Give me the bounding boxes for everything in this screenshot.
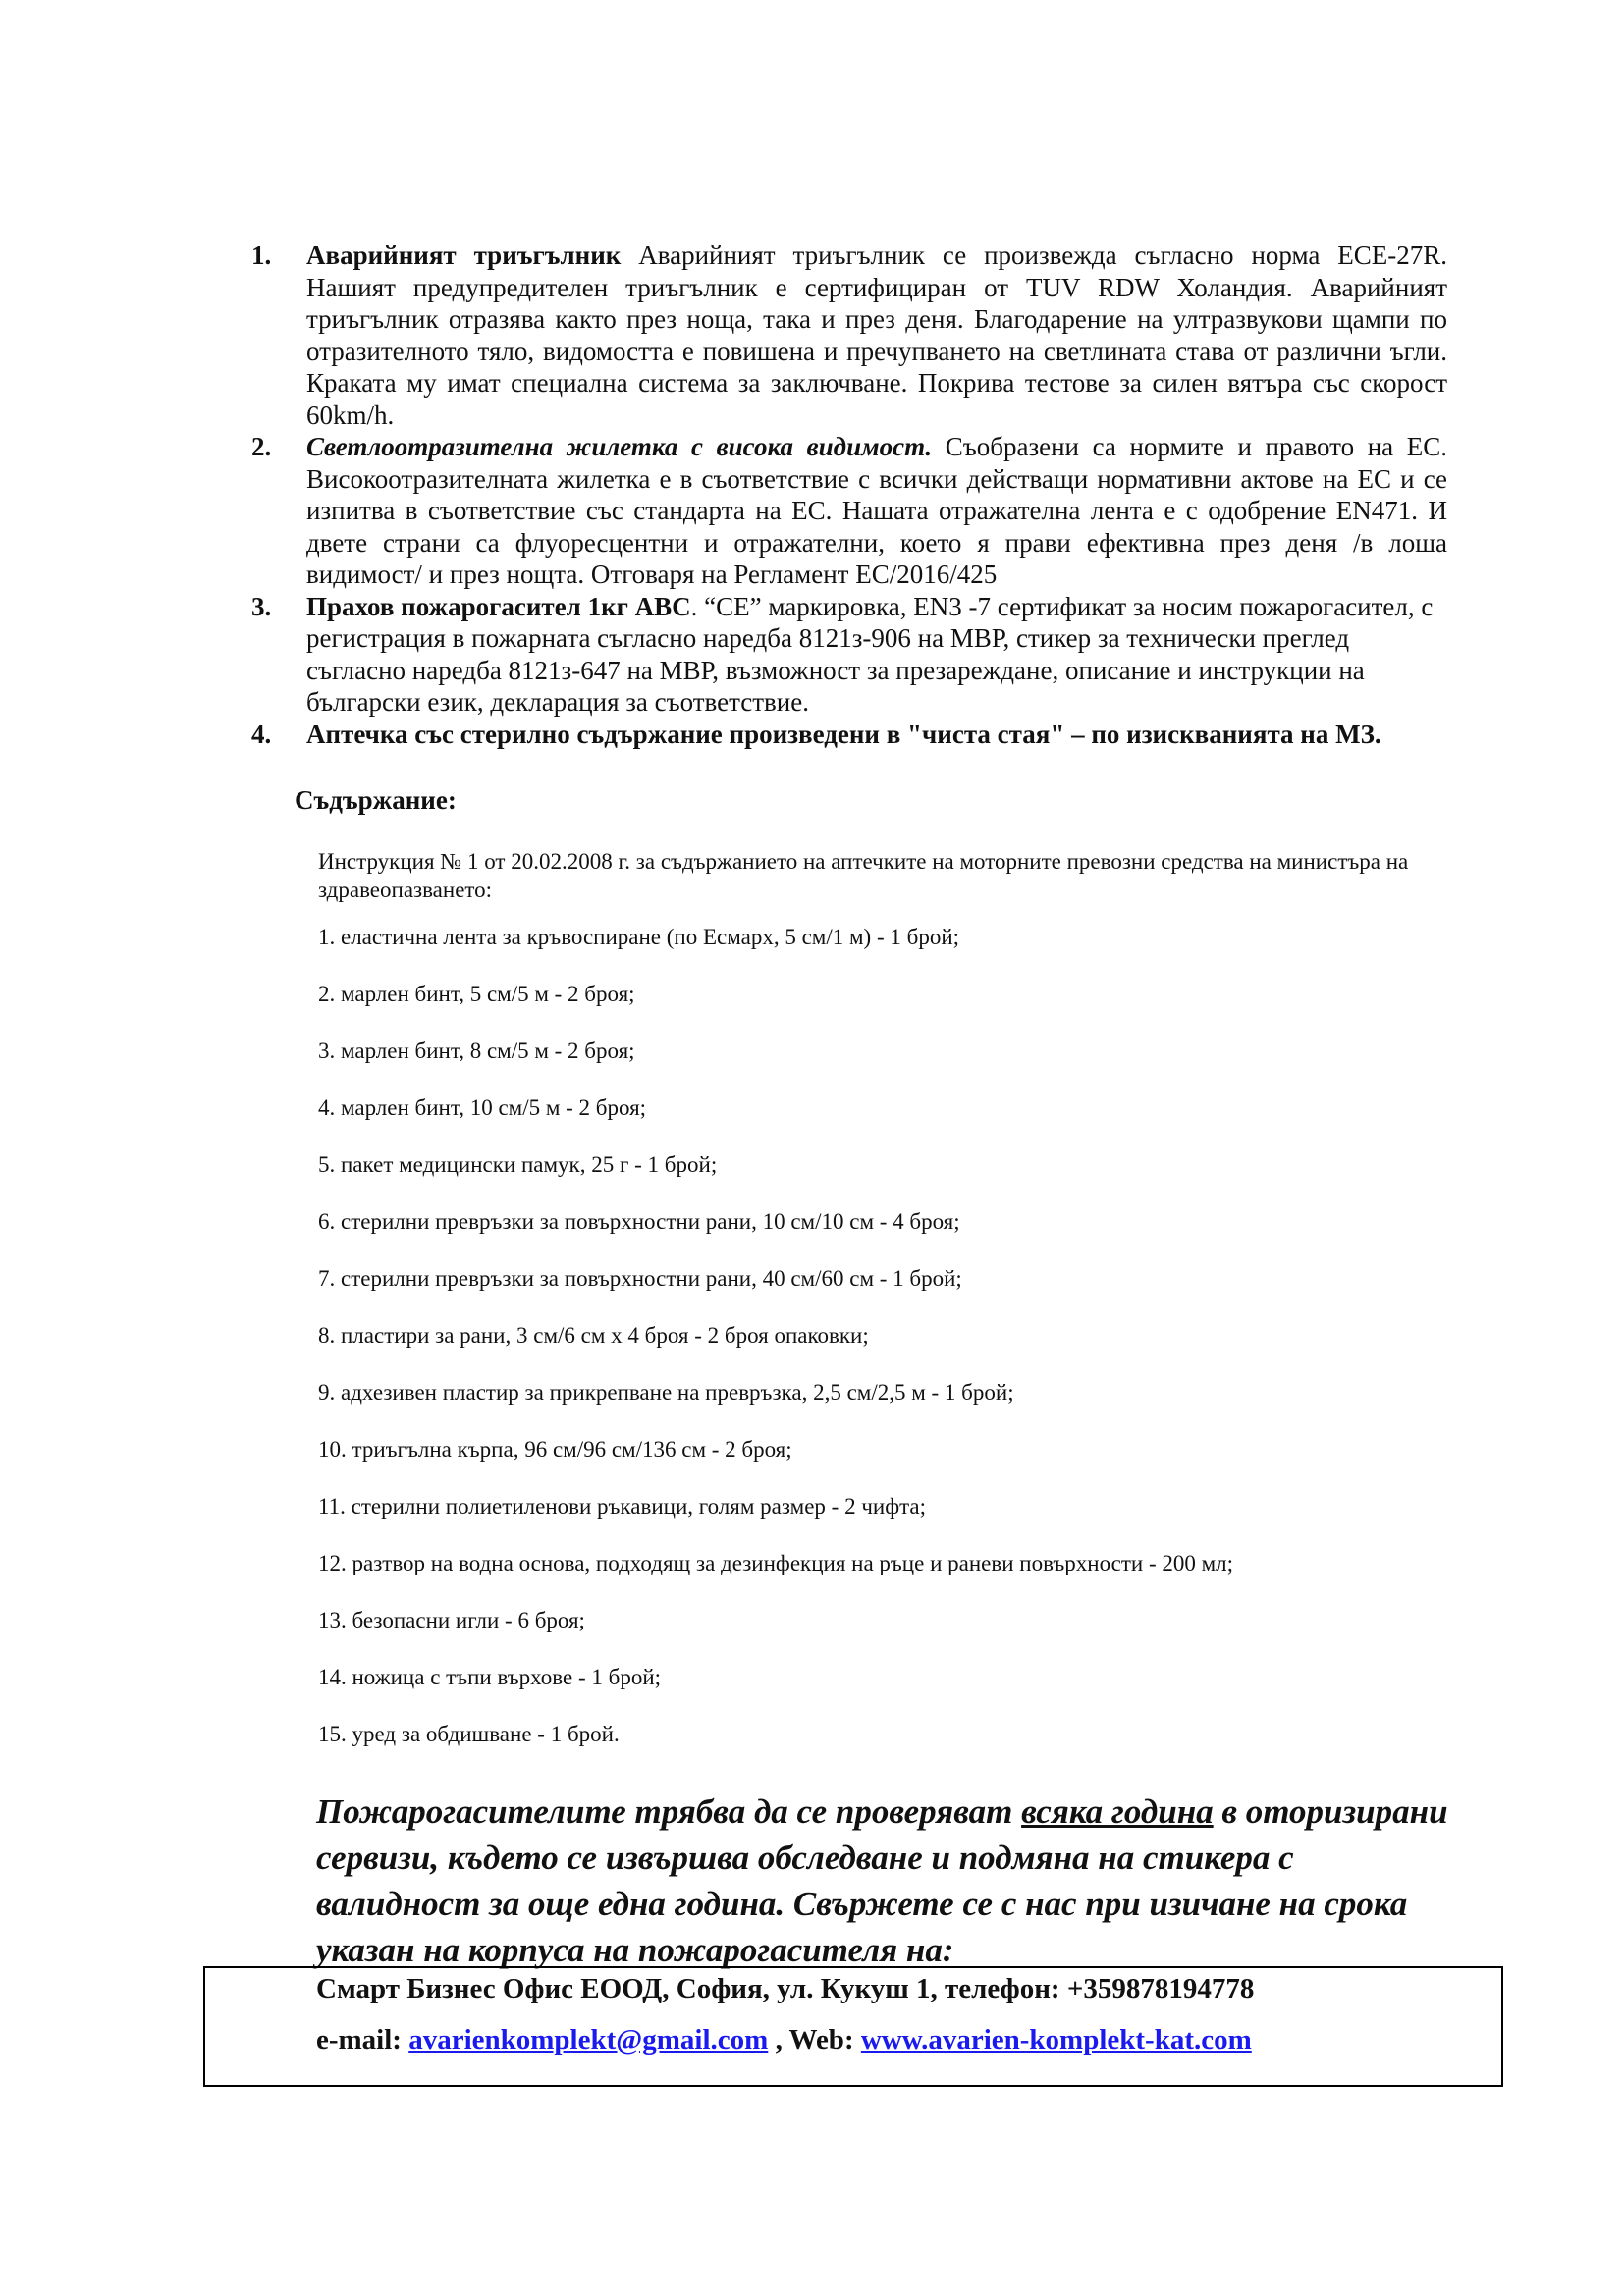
product-list xyxy=(251,240,1447,750)
product-item-triangle xyxy=(251,240,1447,431)
kit-item: 10. триъгълна кърпа, 96 см/96 см/136 см - 2 броя; xyxy=(318,1437,792,1462)
email-link[interactable]: avarienkomplekt@gmail.com xyxy=(408,2024,769,2056)
kit-item: 15. уред за обдишване - 1 брой. xyxy=(318,1722,620,1746)
company-info: Смарт Бизнес Офис ЕООД, София, ул. Кукуш 1, телефон: +359878194778 xyxy=(316,1973,1255,2004)
kit-item: 8. пластири за рани, 3 см/6 см х 4 броя - 2 броя опаковки; xyxy=(318,1323,869,1348)
item-number: 3. xyxy=(251,591,272,621)
item-title: Прахов пожарогасител 1кг ABC xyxy=(306,591,691,621)
item-description: Съобразени са нормите и правото на ЕС. Високоотразителната жилетка е в съответствие с всички действащи нормативни актове на ЕС и се изпитва в съответствие със стандарта на ЕС. Нашата отражателна лента е с одобрение EN471. И двете страни са флуоресцентни и отражателни, което я прави ефективна през деня /в лоша видимост/ и през нощта. Отговаря на Регламент ЕС/2016/425 xyxy=(306,432,1447,589)
contact-links xyxy=(316,2024,1252,2056)
email-label: e-mail: xyxy=(316,2024,409,2056)
kit-item: 5. пакет медицински памук, 25 г - 1 брой; xyxy=(318,1152,718,1177)
item-number: 2. xyxy=(251,432,272,461)
kit-item: 6. стерилни превръзки за повърхностни рани, 10 см/10 см - 4 броя; xyxy=(318,1209,960,1234)
kit-item: 7. стерилни превръзки за повърхностни рани, 40 см/60 см - 1 брой; xyxy=(318,1266,962,1291)
web-label: , Web: xyxy=(768,2024,861,2056)
kit-item: 1. еластична лента за кръвоспиране (по Есмарх, 5 см/1 м) - 1 брой; xyxy=(318,925,960,949)
website-link[interactable]: www.avarien-komplekt-kat.com xyxy=(860,2024,1252,2056)
item-number: 1. xyxy=(251,240,272,270)
product-item-extinguisher xyxy=(251,591,1447,719)
item-title: Светлоотразителна жилетка с висока видимост. xyxy=(306,432,933,461)
item-number: 4. xyxy=(251,719,272,749)
kit-item: 2. марлен бинт, 5 см/5 м - 2 броя; xyxy=(318,982,635,1006)
item-title: Аптечка със стерилно съдържание произведени в "чиста стая" – по изискванията на МЗ. xyxy=(306,719,1381,749)
kit-item: 9. адхезивен пластир за прикрепване на превръзка, 2,5 см/2,5 м - 1 брой; xyxy=(318,1380,1014,1405)
product-item-first-aid-kit xyxy=(251,719,1447,751)
notice-text: Пожарогасителите трябва да се проверяват xyxy=(316,1792,1022,1831)
kit-item: 11. стерилни полиетиленови ръкавици, голям размер - 2 чифта; xyxy=(318,1494,927,1519)
instruction-text: Инструкция № 1 от 20.02.2008 г. за съдържанието на аптечките на моторните превозни средства на министъра на здравеопазването: xyxy=(318,849,1409,902)
kit-item: 13. безопасни игли - 6 броя; xyxy=(318,1608,585,1632)
extinguisher-notice xyxy=(316,1789,1455,1973)
kit-item: 12. разтвор на водна основа, подходящ за дезинфекция на ръце и раневи повърхности - 200 мл; xyxy=(318,1551,1234,1575)
notice-emphasis: всяка година xyxy=(1021,1792,1214,1831)
notice-text: в оторизирани сервизи, където се извършва обследване и подмяна на стикера с валидност за още една година. Свържете се с нас при изичане на срока указан на корпуса на пожарогасителя на: xyxy=(316,1792,1448,1969)
kit-item: 3. марлен бинт, 8 см/5 м - 2 броя; xyxy=(318,1039,635,1063)
item-title: Аварийният триъгълник xyxy=(306,240,622,270)
kit-item: 14. ножица с тъпи върхове - 1 брой; xyxy=(318,1665,662,1689)
product-item-vest xyxy=(251,431,1447,591)
item-description: . “CE” маркировка, EN3 -7 сертификат за носим пожарогасител, с регистрация в пожарната съгласно наредба 8121з-906 на МВР, стикер за технически преглед съгласно наредба 8121з-647 на МВР, възможност за презареждане, описание и инструкции на български език, декларация за съответствие. xyxy=(306,591,1434,717)
contents-heading: Съдържание: xyxy=(295,785,457,815)
kit-item: 4. марлен бинт, 10 см/5 м - 2 броя; xyxy=(318,1095,647,1120)
item-description: Аварийният триъгълник се произвежда съгласно норма ECE-27R. Нашият предупредителен триъгълник е сертифициран от TUV RDW Холандия. Аварийният триъгълник отразява както през ноща, така и през деня. Благодарение на ултразвукови щампи по отразителното тяло, видомостта е повишена и пречупването на светлината става от различни ъгли. Краката му имат специална система за заключване. Покрива тестове за силен вятъра със скорост 60km/h. xyxy=(306,240,1447,430)
